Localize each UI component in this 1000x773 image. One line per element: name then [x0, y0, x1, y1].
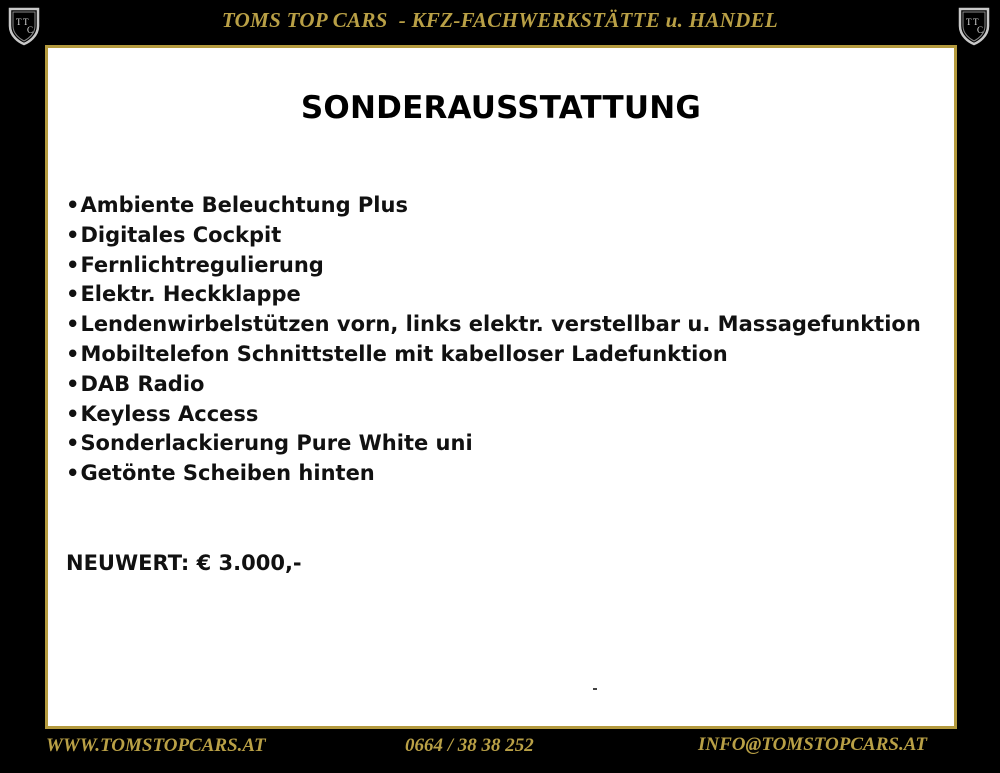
price-new-value: NEUWERT: € 3.000,-: [66, 551, 302, 575]
list-item: [66, 191, 921, 221]
feature-list: [66, 191, 921, 489]
feature-label: Sonderlackierung Pure White uni: [80, 431, 473, 456]
bullet-icon: •: [66, 312, 80, 337]
logo-letter: C: [977, 25, 984, 35]
feature-label: Getönte Scheiben hinten: [80, 461, 375, 486]
list-item: [66, 221, 921, 251]
bullet-icon: •: [66, 282, 80, 307]
feature-label: Digitales Cockpit: [80, 222, 282, 247]
logo-letter: T: [966, 17, 972, 27]
bullet-icon: •: [66, 341, 80, 366]
bullet-icon: •: [66, 222, 80, 247]
bullet-icon: •: [66, 461, 80, 486]
website-link[interactable]: WWW.TOMSTOPCARS.AT: [46, 735, 266, 756]
speck-mark: [593, 688, 597, 690]
email-link[interactable]: INFO@TOMSTOPCARS.AT: [698, 734, 927, 755]
feature-label: Elektr. Heckklappe: [80, 282, 301, 307]
phone-number[interactable]: 0664 / 38 38 252: [405, 735, 534, 756]
ttc-logo-right: [957, 6, 991, 46]
logo-letter: C: [27, 25, 34, 35]
bullet-icon: •: [66, 401, 80, 426]
logo-letter: T: [973, 17, 979, 27]
page-title: SONDERAUSSTATTUNG: [300, 90, 702, 126]
list-item: [66, 340, 921, 370]
header-title: TOMS TOP CARS - KFZ-FACHWERKSTÄTTE u. HANDEL: [221, 8, 779, 32]
feature-label: Keyless Access: [80, 401, 259, 426]
feature-label: Fernlichtregulierung: [80, 252, 324, 277]
feature-label: Ambiente Beleuchtung Plus: [80, 193, 408, 217]
feature-label: Mobiltelefon Schnittstelle mit kabelloser Ladefunktion: [80, 341, 728, 366]
list-item: [66, 251, 921, 281]
feature-label: DAB Radio: [80, 371, 205, 396]
feature-label: Lendenwirbelstützen vorn, links elektr. verstellbar u. Massagefunktion: [80, 312, 921, 337]
bullet-icon: •: [66, 371, 80, 396]
list-item: [66, 310, 921, 340]
list-item: [66, 429, 921, 459]
content-panel: [45, 45, 957, 729]
list-item: [66, 459, 921, 489]
bullet-icon: •: [66, 252, 80, 277]
bullet-icon: •: [66, 431, 80, 456]
logo-letter: T: [23, 17, 29, 27]
list-item: [66, 280, 921, 310]
bullet-icon: •: [66, 193, 80, 217]
list-item: [66, 400, 921, 430]
logo-letter: T: [16, 17, 22, 27]
list-item: [66, 370, 921, 400]
